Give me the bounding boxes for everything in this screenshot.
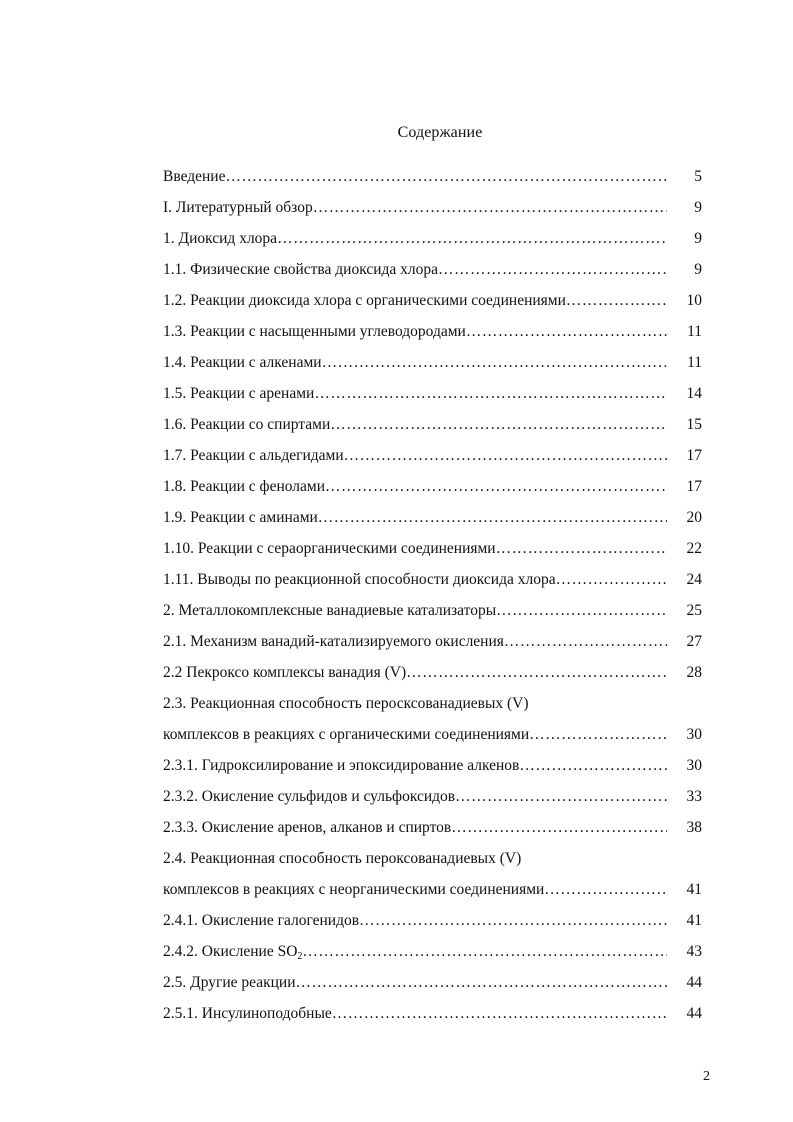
toc-entry-text: 2.2 Пекроксо комплексы ванадия (V) …………………………………………………………………………………………………………………………………… <box>163 662 667 684</box>
toc-entry-text: 2. Металлокомплексные ванадиевые катализаторы …………………………………………………………………………………………………………………………………… <box>163 600 667 622</box>
toc-entry-page: 24 <box>686 571 702 588</box>
toc-entry <box>163 662 703 693</box>
toc-entry-text: 1.6. Реакции со спиртами …………………………………………………………………………………………………………………………………… <box>163 414 667 436</box>
toc-entry <box>163 631 703 662</box>
toc-entry <box>163 166 703 197</box>
toc-entry-page: 25 <box>686 602 702 619</box>
toc-entry <box>163 693 703 724</box>
toc-entry <box>163 352 703 383</box>
toc-entry-text: 1.1. Физические свойства диоксида хлора …………………………………………………………………………………………………………………………………… <box>163 259 667 281</box>
toc-entry-page: 38 <box>686 819 702 836</box>
toc-entry-text: I. Литературный обзор …………………………………………………………………………………………………………………………………… <box>163 197 667 219</box>
toc-entry <box>163 941 703 972</box>
toc-entry-text: 1.7. Реакции с альдегидами …………………………………………………………………………………………………………………………………… <box>163 445 667 467</box>
toc-entry-text: 2.1. Механизм ванадий-катализируемого окисления …………………………………………………………………………………………………………………………………… <box>163 631 667 653</box>
toc-entry-page: 33 <box>686 788 702 805</box>
toc-entry-page: 14 <box>686 385 702 402</box>
toc-entry-page: 9 <box>694 230 702 247</box>
toc-entry-page: 27 <box>686 633 702 650</box>
toc-entry-text: 2.5. Другие реакции …………………………………………………………………………………………………………………………………… <box>163 972 667 994</box>
toc-entry-text: 2.5.1. Инсулиноподобные …………………………………………………………………………………………………………………………………… <box>163 1003 667 1025</box>
toc-entry <box>163 600 703 631</box>
toc-entry-text: 2.4. Реакционная способность пероксованадиевых (V) <box>163 850 522 867</box>
toc-entry-text: комплексов в реакциях с органическими соединениями …………………………………………………………………………………………………………………………………… <box>163 724 667 746</box>
toc-entry-page: 44 <box>686 1005 702 1022</box>
toc-entry-page: 11 <box>687 323 702 340</box>
toc-entry-page: 30 <box>686 757 702 774</box>
toc-entry-text: 2.3.1. Гидроксилирование и эпоксидирование алкенов …………………………………………………………………………………………………………………………………… <box>163 755 667 777</box>
toc-entry <box>163 228 703 259</box>
toc-entry-text: Введение …………………………………………………………………………………………………………………………………… <box>163 166 667 188</box>
toc-entry-text: 1.5. Реакции с аренами …………………………………………………………………………………………………………………………………… <box>163 383 667 405</box>
toc-entry-text: 1.3. Реакции с насыщенными углеводородами …………………………………………………………………………………………………………………………………… <box>163 321 667 343</box>
toc-entry <box>163 445 703 476</box>
toc-entry <box>163 786 703 817</box>
toc-entry-page: 11 <box>687 354 702 371</box>
toc-entry-page: 17 <box>686 447 702 464</box>
toc-entry-page: 10 <box>686 292 702 309</box>
page-number: 2 <box>703 1069 710 1084</box>
toc-title: Содержание <box>397 124 483 141</box>
toc-entry <box>163 538 703 569</box>
toc-entry-text: 1.10. Реакции с сераорганическими соединениями …………………………………………………………………………………………………………………………………… <box>163 538 667 560</box>
toc-entry-text: 2.3.2. Окисление сульфидов и сульфоксидов …………………………………………………………………………………………………………………………………… <box>163 786 667 808</box>
toc-entry-page: 5 <box>694 168 702 185</box>
toc-entry-page: 41 <box>686 912 702 929</box>
toc-entry-page: 43 <box>686 943 702 960</box>
toc-entry-page: 9 <box>694 199 702 216</box>
toc-entry-text: 1.8. Реакции с фенолами …………………………………………………………………………………………………………………………………… <box>163 476 667 498</box>
toc-entry <box>163 321 703 352</box>
toc-entry-text: 1. Диоксид хлора …………………………………………………………………………………………………………………………………… <box>163 228 667 250</box>
toc-entry-page: 22 <box>686 540 702 557</box>
toc-entry <box>163 383 703 414</box>
toc-entry-page: 41 <box>686 881 702 898</box>
toc-entry-text: 1.4. Реакции с алкенами …………………………………………………………………………………………………………………………………… <box>163 352 667 374</box>
toc-entry-page: 15 <box>686 416 702 433</box>
toc-entry-page: 9 <box>694 261 702 278</box>
toc-entry <box>163 476 703 507</box>
toc-entry-text: 2.4.1. Окисление галогенидов …………………………………………………………………………………………………………………………………… <box>163 910 667 932</box>
toc-entry <box>163 755 703 786</box>
toc-entry <box>163 848 703 879</box>
toc-entry-text: 2.3. Реакционная способность перосксованадиевых (V) <box>163 695 529 712</box>
toc-entry <box>163 259 703 290</box>
toc-entry-page: 20 <box>686 509 702 526</box>
toc-entry-text: 1.9. Реакции с аминами …………………………………………………………………………………………………………………………………… <box>163 507 667 529</box>
toc-entry-page: 30 <box>686 726 702 743</box>
toc-entry-text: 1.2. Реакции диоксида хлора с органическими соединениями …………………………………………………………………………………………………………………………………… <box>163 290 667 312</box>
toc-entry <box>163 197 703 228</box>
toc-entry <box>163 879 703 910</box>
toc-entry <box>163 290 703 321</box>
toc-entry-text: 1.11. Выводы по реакционной способности диоксида хлора …………………………………………………………………………………………………………………………………… <box>163 569 667 591</box>
toc-entry-text: комплексов в реакциях с неорганическими соединениями …………………………………………………………………………………………………………………………………… <box>163 879 667 901</box>
toc-entry-page: 44 <box>686 974 702 991</box>
toc-entry <box>163 1003 703 1034</box>
toc-entry <box>163 507 703 538</box>
toc-entry <box>163 414 703 445</box>
subscript: 2 <box>297 951 303 962</box>
toc-entry-page: 28 <box>686 664 702 681</box>
toc-entry-page: 17 <box>686 478 702 495</box>
toc-entry <box>163 910 703 941</box>
toc-entry-text: 2.3.3. Окисление аренов, алканов и спиртов …………………………………………………………………………………………………………………………………… <box>163 817 667 839</box>
toc-entry <box>163 817 703 848</box>
toc-entry <box>163 569 703 600</box>
toc-entry <box>163 972 703 1003</box>
toc-entry-text: 2.4.2. Окисление $SO_2$ …………………………………………………………………………………………………………………………………… <box>163 941 667 963</box>
toc-entry <box>163 724 703 755</box>
table-of-contents <box>163 166 703 1034</box>
